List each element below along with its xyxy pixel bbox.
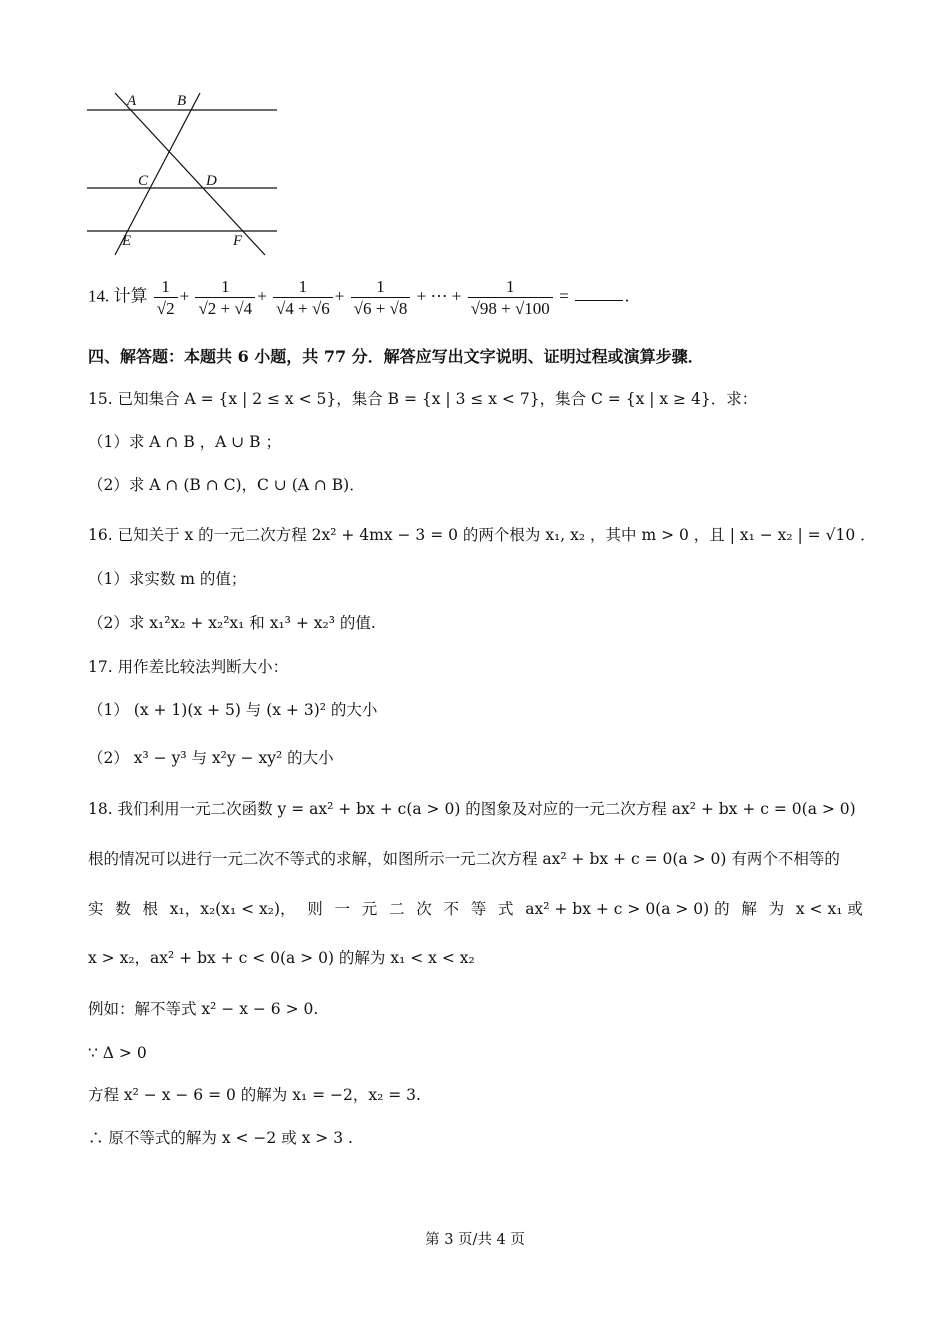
question-14: 14. 计算 $\frac{1}{√2}$ + $\frac{1}{√2 + √4}$ + $\frac{1}{√4 + √6}$ + $\frac{1}{√6 + √8}$ + ⋯ + $\frac{1}{√98 + √100}$ = . [88,277,630,318]
equals-sign: = [559,286,569,306]
text-fragment: 数 [115,900,131,918]
section-heading: 四、解答题：本题共 6 小题，共 77 分．解答应写出文字说明、证明过程或演算步骤． [88,347,704,366]
text-fragment: 为 [768,900,785,918]
point-e-label: E [122,233,132,249]
text-fragment: ax² + bx + c > 0(a > 0) 的 [525,900,730,918]
answer-blank [575,300,623,301]
text-fragment: 解 [741,900,757,918]
text-fragment: 实 [88,900,104,918]
text-fragment: 次 [416,900,432,918]
question-15-stem: 15. 已知集合 A = {x | 2 ≤ x < 5}，集合 B = {x | 3 ≤ x < 7}，集合 C = {x | x ≥ 4}．求： [88,390,758,408]
page-footer: 第 3 页/共 4 页 [425,1232,525,1248]
point-f-label: F [233,233,243,249]
question-18-line-4: x > x₂，ax² + bx + c < 0(a > 0) 的解为 x₁ < x < x₂ [88,949,475,967]
question-16-part-2: （2）求 x₁²x₂ + x₂²x₁ 和 x₁³ + x₂³ 的值. [88,614,376,632]
question-18-line-3 [88,902,863,918]
fraction-term: $\frac{1}{√2 + √4}$ [195,278,255,317]
roots-line: 方程 x² − x − 6 = 0 的解为 x₁ = −2，x₂ = 3. [88,1086,421,1104]
text-fragment: 二 [389,900,405,918]
question-18-line-2: 根的情况可以进行一元二次不等式的求解，如图所示一元二次方程 ax² + bx + c = 0(a > 0) 有两个不相等的 [88,850,840,868]
example-line: 例如：解不等式 x² − x − 6 > 0. [88,1000,319,1018]
question-17-stem: 17. 用作差比较法判断大小： [88,658,289,676]
point-d-label: D [206,173,217,189]
question-17-part-2: （2） x³ − y³ 与 x²y − xy² 的大小 [88,749,334,767]
text-fragment: 不 [443,900,460,918]
point-b-label: B [177,93,187,109]
text-fragment: x < x₁ 或 [795,900,863,918]
point-a-label: A [127,93,137,109]
question-16-stem: 16. 已知关于 x 的一元二次方程 2x² + 4mx − 3 = 0 的两个根为 x₁, x₂ ，其中 m > 0 ，且 | x₁ − x₂ | = √10 ． [88,526,876,544]
question-lead: 计算 [113,286,148,306]
question-number: 14. [88,286,110,306]
ellipsis-operator: + ⋯ + [416,286,462,306]
fraction-term: $\frac{1}{√2}$ [154,278,178,317]
text-fragment: 等 [470,900,487,918]
text-fragment: 式 [498,900,514,918]
fraction-term: $\frac{1}{√98 + √100}$ [468,278,553,317]
fraction-term: $\frac{1}{√6 + √8}$ [351,278,411,317]
text-fragment: 一 [334,900,351,918]
because-line: ∵ Δ > 0 [88,1044,147,1062]
question-16-part-1: （1）求实数 m 的值； [88,570,247,588]
text-fragment: 根 [142,900,159,918]
text-fragment: 则 [307,900,323,918]
point-c-label: C [138,173,149,189]
end-period: . [624,286,630,306]
parallel-lines-figure [85,88,285,260]
text-fragment: x₁，x₂(x₁ < x₂)， [169,900,296,918]
question-15-part-2: （2）求 A ∩ (B ∩ C)，C ∪ (A ∩ B)． [88,476,365,494]
question-17-part-1: （1） (x + 1)(x + 5) 与 (x + 3)² 的大小 [88,701,378,719]
question-18-line-1: 18. 我们利用一元二次函数 y = ax² + bx + c(a > 0) 的图象及对应的一元二次方程 ax² + bx + c = 0(a > 0) [88,800,856,818]
therefore-line: ∴ 原不等式的解为 x < −2 或 x > 3 . [88,1129,353,1147]
text-fragment: 元 [361,900,378,918]
fraction-term: $\frac{1}{√4 + √6}$ [273,278,333,317]
question-15-part-1: （1）求 A ∩ B ，A ∪ B ； [88,433,281,451]
